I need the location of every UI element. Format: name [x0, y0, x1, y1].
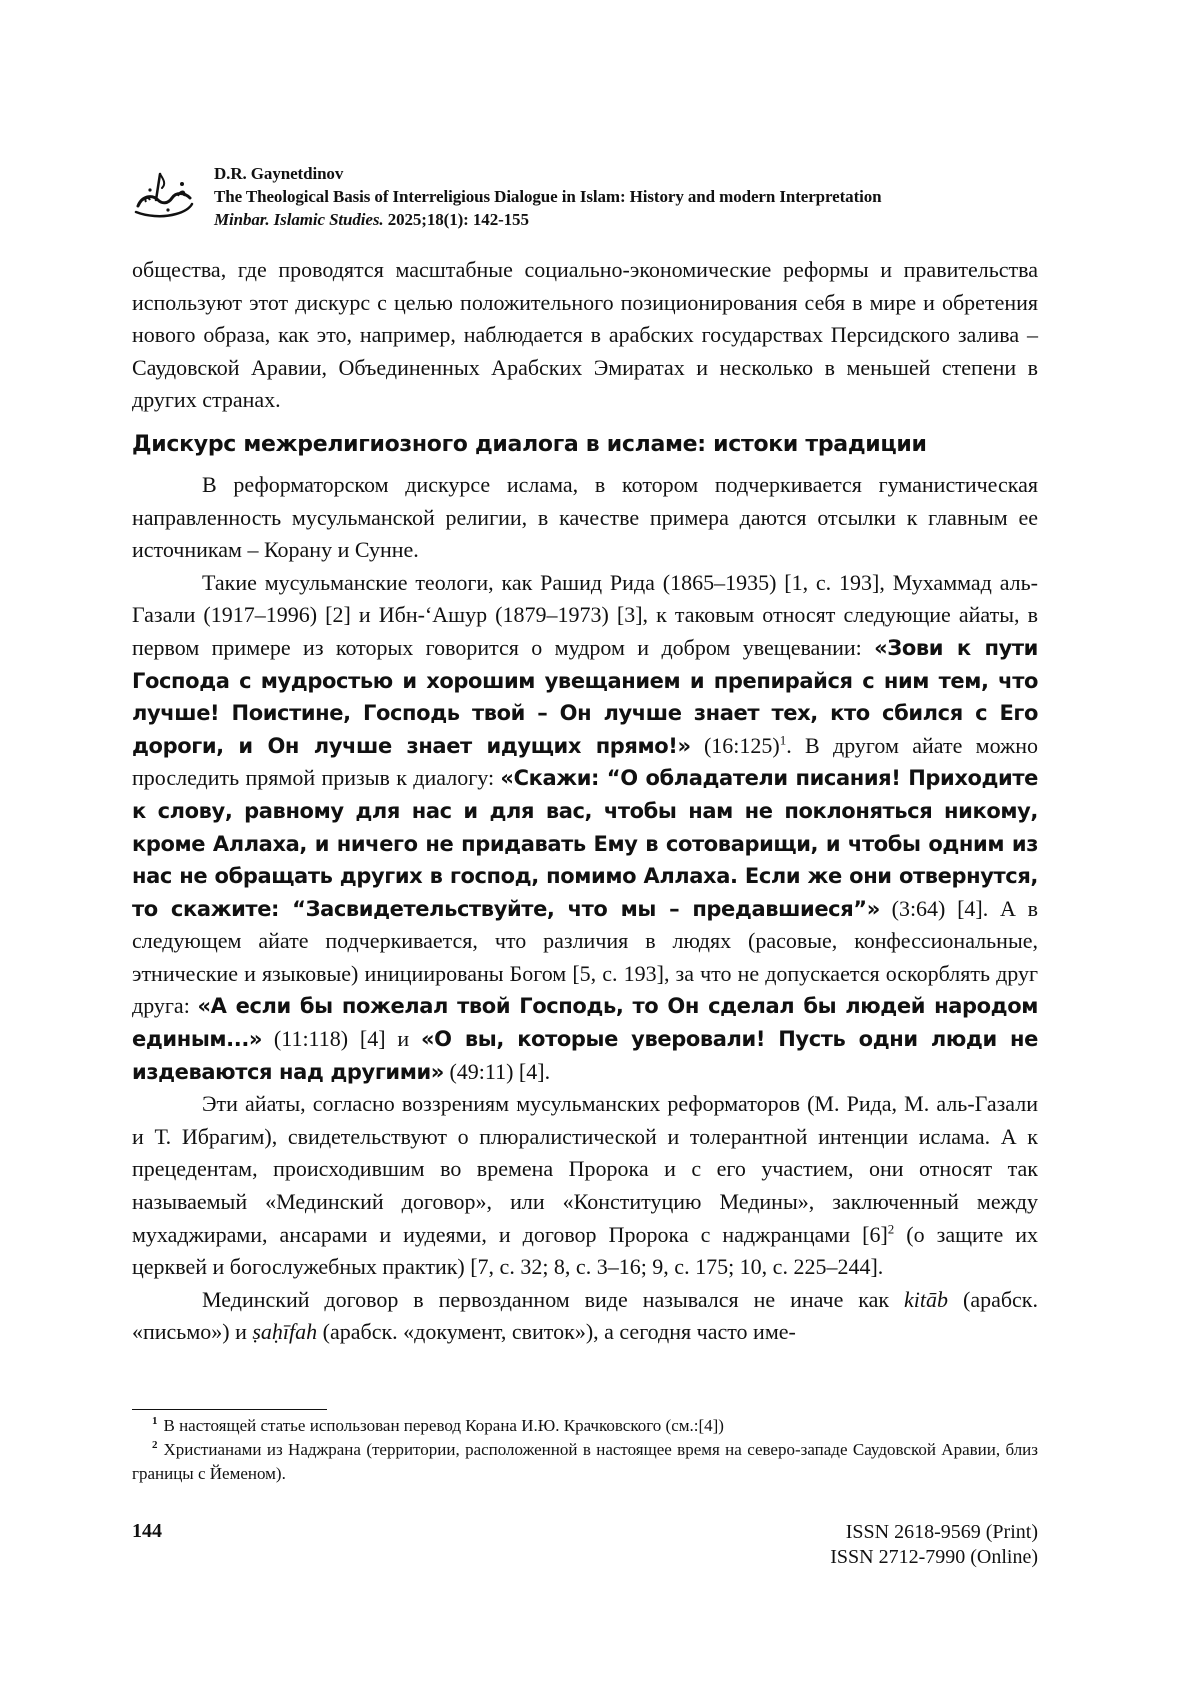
footnote-text: Христианами из Наджрана (территории, расположенной в настоящее время на северо-западе Саудовской Аравии, близ границы с Йеменом). [132, 1440, 1038, 1483]
paragraph-3: Такие мусульманские теологи, как Рашид Рида (1865–1935) [1, с. 193], Му­хаммад аль-Газали (1917–1996) [2] и Ибн-‘Ашур (1879–1973) [3], к таковым отно­сят следующие айаты, в первом примере из которых говорится о мудром и добром увещевании: «Зови к пути Господа с мудростью и хорошим увещанием и пре­пирайся с ним тем, что лучше! Поистине, Господь твой – Он лучше знает тех, кто сбился с Его дороги, и Он лучше знает идущих прямо!» (16:125)1. В другом айате можно проследить прямой призыв к диалогу: «Скажи: “О обладатели пи­сания! Приходите к слову, равному для нас и для вас, чтобы нам не покло­няться никому, кроме Аллаха, и ничего не придавать Ему в сотоварищи, и чтобы одним из нас не обращать других в господ, помимо Аллаха. Если же они отвернутся, то скажите: “Засвидетельствуйте, что мы – предавшиеся”» (3:64) [4]. А в следующем айате подчеркивается, что различия в людях (расовые, конфессиональные, этнические и языковые) инициированы Богом [5, с. 193], за что не допускается оскорблять друг друга: «А если бы пожелал твой Господь, то Он сделал бы людей народом единым...» (11:118) [4] и «О вы, которые уверо­вали! Пусть одни люди не издеваются над другими» (49:11) [4]. [132, 567, 1038, 1089]
citation: 2025;18(1): 142-155 [388, 210, 529, 229]
quran-quote: «Скажи: “О обладатели пи­сания! Приходите к слову, равному для нас и для вас, чтобы нам не покло­няться никому, кроме Аллаха, и ничего не придавать Ему в сотоварищи, и чтобы одним из нас не обращать других в господ, помимо Аллаха. Если же они отвернутся, то скажите: “Засвидетельствуйте, что мы – предавшиеся”» [132, 766, 1038, 920]
footnote-2 [132, 1438, 1038, 1486]
footnote-ref[interactable]: 1 [780, 732, 787, 747]
journal-page [0, 0, 1200, 1701]
footnote-divider [132, 1409, 327, 1410]
paragraph-1: общества, где проводятся масштабные социально-экономические реформы и пра­вительства используют этот дискурс с целью положительного позиционирования себя в мире и обретения нового образа, как это, например, наблюдается в арабских государствах Персидского залива – Саудовской Аравии, Объединенных Арабских Эмиратах и несколько в меньшей степени в других странах. [132, 254, 1038, 417]
author-name: D.R. Gaynetdinov [214, 162, 1034, 185]
paragraph-5: Мединский договор в первозданном виде назывался не иначе как kitāb (арабск. «письмо») и ṣaḥīfah (арабск. «документ, свиток»), а сегодня часто име- [132, 1284, 1038, 1349]
paragraph-4: Эти айаты, согласно воззрениям мусульманских реформаторов (М. Рида, М. аль-Газали и Т. Ибрагим), свидетельствуют о плюралистической и толерантной интенции ислама. А к прецедентам, происходившим во времена Пророка и с его участием, они относят так называемый «Мединский договор», или «Конституцию Медины», заключенный между мухаджирами, ансарами и иудеями, и договор Про­рока с наджранцами [6]2 (о защите их церквей и богослужебных практик) [7, с. 32; 8, с. 3–16; 9, с. 175; 10, с. 225–244]. [132, 1088, 1038, 1284]
issn-print: ISSN 2618-9569 (Print) [830, 1520, 1038, 1545]
issn-block [830, 1520, 1038, 1570]
footnote-number: 2 [152, 1439, 158, 1451]
footnote-text: В настоящей статье использован перевод Корана И.Ю. Крачковского (см.:[4]) [164, 1416, 724, 1435]
article-title: The Theological Basis of Interreligious Dialogue in Islam: History and modern Interpretation [214, 185, 1034, 208]
header-text [214, 162, 1034, 231]
quran-quote: «О вы, которые уверо­вали! Пусть одни люди не издеваются над другими» [132, 1027, 1038, 1084]
footnote-number: 1 [152, 1415, 158, 1427]
footnote-1 [132, 1414, 1038, 1438]
footnotes [132, 1414, 1038, 1486]
minbar-calligraphy-logo-icon [132, 166, 196, 222]
issn-online: ISSN 2712-7990 (Online) [830, 1545, 1038, 1570]
footnote-ref[interactable]: 2 [888, 1221, 895, 1236]
page-number: 144 [132, 1520, 162, 1543]
article-body [132, 254, 1038, 1349]
quran-quote: «А если бы пожелал твой Господь, то Он сделал бы людей народом единым...» [132, 994, 1038, 1051]
paragraph-2: В реформаторском дискурсе ислама, в котором подчеркивается гуманистиче­ская направленность мусульманской религии, в качестве примера даются отсылки к главным ее источникам – Корану и Сунне. [132, 469, 1038, 567]
quran-quote: «Зови к пути Господа с мудростью и хорошим увещанием и пре­пирайся с ним тем, что лучше! Поистине, Господь твой – Он лучше знает тех, кто сбился с Его дороги, и Он лучше знает идущих прямо!» [132, 636, 1038, 758]
transliteration: kitāb [904, 1287, 948, 1312]
running-header [132, 162, 1032, 242]
section-heading: Дискурс межрелигиозного диалога в исламе: истоки традиции [132, 429, 1038, 461]
journal-name: Minbar. Islamic Studies. [214, 210, 384, 229]
journal-citation [214, 208, 1034, 231]
transliteration: ṣaḥīfah [252, 1319, 317, 1344]
